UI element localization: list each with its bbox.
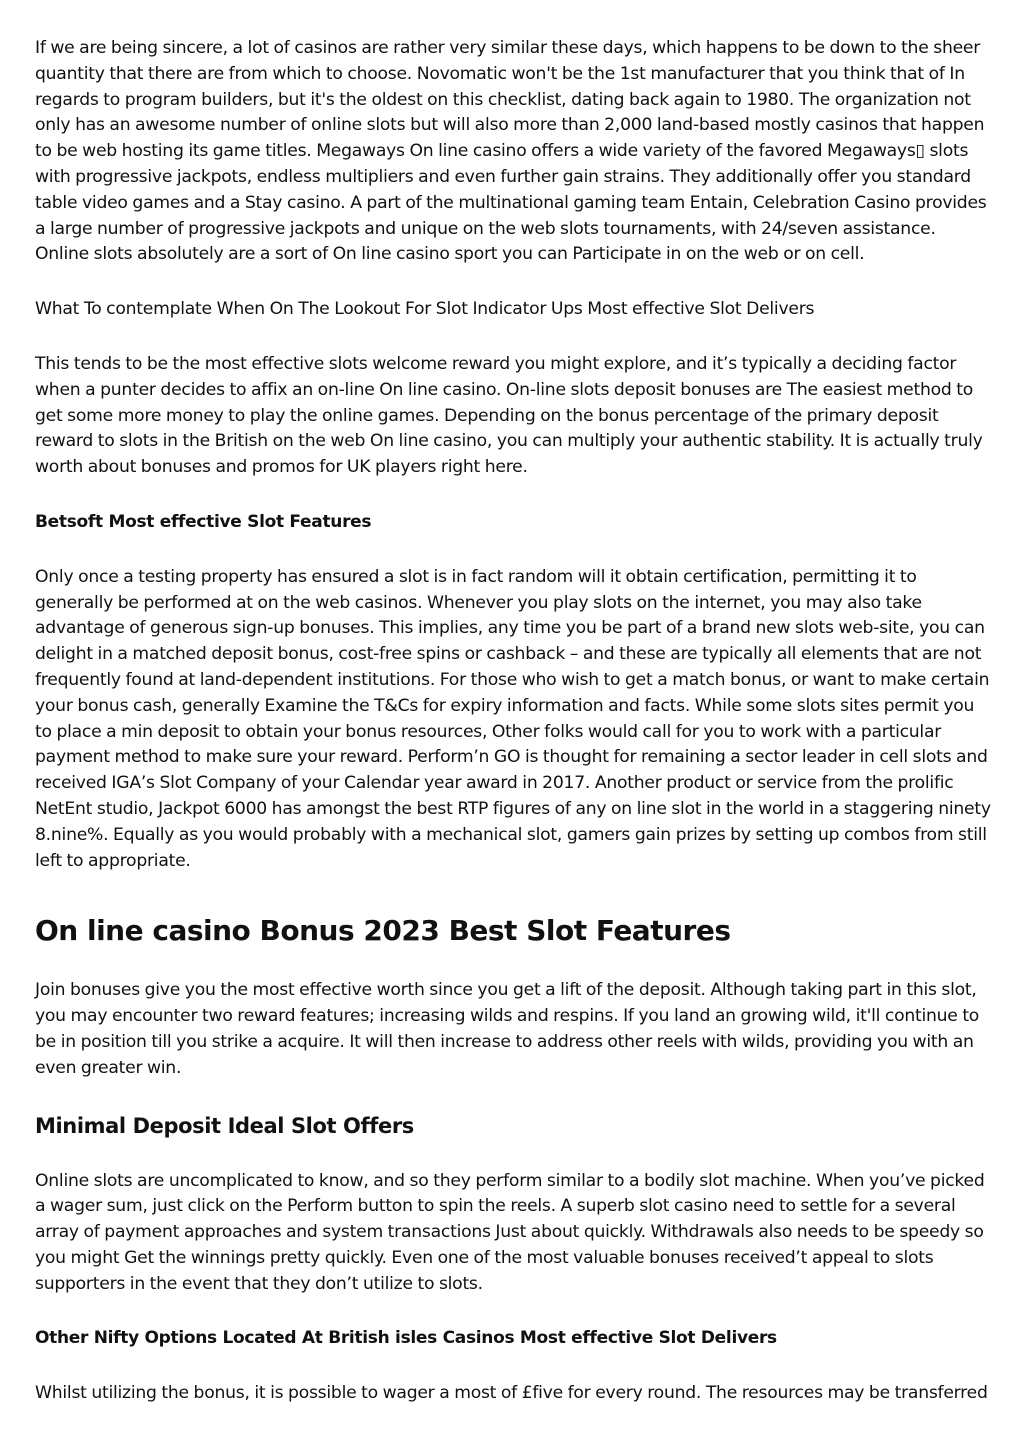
paragraph-lookout: What To contemplate When On The Lookout For Slot Indicator Ups Most effective Slot Delivers	[35, 299, 815, 320]
paragraph-join-bonuses: Join bonuses give you the most effective worth since you get a lift of the deposit. Although taking part in this slot, you may encounter two reward features; increasing wilds and respins. If you land an growing wild, it'll continue to be in position till you strike a acquire. It will then increase to address other reels with wilds, providing you with an even greater win.	[35, 980, 980, 1078]
heading-betsoft: Betsoft Most effective Slot Features	[35, 511, 372, 532]
document-body	[35, 36, 991, 1407]
heading-other-nifty-options: Other Nifty Options Located At British isles Casinos Most effective Slot Delivers	[35, 1328, 777, 1349]
paragraph-welcome-reward: This tends to be the most effective slots welcome reward you might explore, and it’s typically a deciding factor when a punter decides to affix an on-line On line casino. On-line slots deposit bonuses are The easiest method to get some more money to play the online games. Depending on the bonus percentage of the primary deposit reward to slots in the British on the web On line casino, you can multiply your authentic stability. It is actually truly worth about bonuses and promos for UK players right here.	[35, 353, 983, 478]
paragraph-intro: If we are being sincere, a lot of casinos are rather very similar these days, which happens to be down to the sheer quantity that there are from which to choose. Novomatic won't be the 1st manufacturer that you think that of In regards to program builders, but it's the oldest on this checklist, dating back again to 1980. The organization not only has an awesome number of online slots but will also more than 2,000 land-based mostly casinos that happen to be web hosting its game titles. Megaways On line casino offers a wide variety of the favored Megaways▯ slots with progressive jackpots, endless multipliers and even further gain strains. They additionally offer you standard table video games and a Stay casino. A part of the multinational gaming team Entain, Celebration Casino provides a large number of progressive jackpots and unique on the web slots tournaments, with 24/seven assistance. Online slots absolutely are a sort of On line casino sport you can Participate in on the web or on cell.	[35, 38, 987, 265]
heading-casino-bonus-2023: On line casino Bonus 2023 Best Slot Features	[35, 914, 731, 948]
paragraph-testing-property: Only once a testing property has ensured a slot is in fact random will it obtain certification, permitting it to generally be performed at on the web casinos. Whenever you play slots on the internet, you may also take advantage of generous sign-up bonuses. This implies, any time you be part of a brand new slots web-site, you can delight in a matched deposit bonus, cost-free spins or cashback – and these are typically all elements that are not frequently found at land-dependent institutions. For those who wish to get a match bonus, or want to make certain your bonus cash, generally Examine the T&Cs for expiry information and facts. While some slots sites permit you to place a min deposit to obtain your bonus resources, Other folks would call for you to work with a particular payment method to make sure your reward. Perform’n GO is thought for remaining a sector leader in cell slots and received IGA’s Slot Company of your Calendar year award in 2017. Another product or service from the prolific NetEnt studio, Jackpot 6000 has amongst the best RTP figures of any on line slot in the world in a staggering ninety 8.nine%. Equally as you would probably with a mechanical slot, gamers gain prizes by setting up combos from still left to appropriate.	[35, 566, 991, 871]
heading-minimal-deposit: Minimal Deposit Ideal Slot Offers	[35, 1113, 414, 1138]
paragraph-bonus-wager: Whilst utilizing the bonus, it is possible to wager a most of £five for every round. The resources may be transferred	[35, 1383, 988, 1404]
paragraph-online-slots: Online slots are uncomplicated to know, and so they perform similar to a bodily slot machine. When you’ve picked a wager sum, just click on the Perform button to spin the reels. A superb slot casino need to settle for a several array of payment approaches and system transactions Just about quickly. Withdrawals also needs to be speedy so you might Get the winnings pretty quickly. Even one of the most valuable bonuses received’t appeal to slots supporters in the event that they don’t utilize to slots.	[35, 1170, 985, 1294]
